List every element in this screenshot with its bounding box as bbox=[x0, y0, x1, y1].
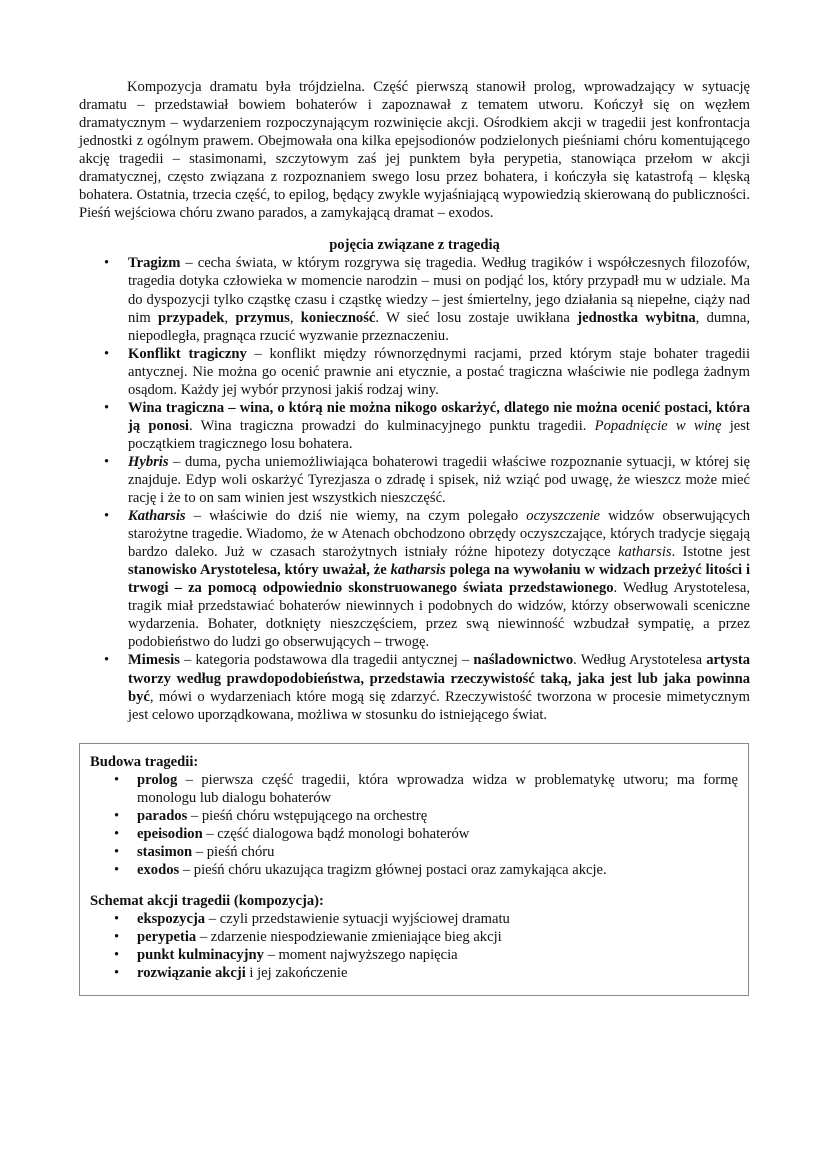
concept-item-tragizm bbox=[79, 254, 750, 344]
scheme-item-perypetia bbox=[86, 928, 738, 946]
scheme-item-rozwiazanie-akcji bbox=[86, 964, 738, 982]
structure-item-text bbox=[137, 844, 274, 860]
box-spacer bbox=[86, 879, 738, 892]
scheme-list bbox=[86, 910, 738, 982]
text-run: . Według Arystotelesa bbox=[573, 652, 707, 669]
structure-item-stasimon bbox=[86, 843, 738, 861]
concept-item-text bbox=[128, 652, 750, 722]
text-run: katharsis bbox=[618, 544, 672, 561]
concept-item-wina-tragiczna bbox=[79, 399, 750, 453]
intro-paragraph: Kompozycja dramatu była trójdzielna. Część pierwszą stanowił prolog, wprowadzający w sytuację dramatu – przedstawiał bowiem bohaterów i zapoznawał z tematem utworu. Kończył się on węzłem dramatycznym – wydarzeniem rozpoczynającym rozwinięcie akcji. Ośrodkiem akcji w tragedii jest konfrontacja jednostki z ogólnym prawem. Obejmowała ona kilka epejsodionów podzielonych pieśniami chóru komentującego akcję tragedii – stasimonami, szczytowym zaś jej punktem była perypetia, stanowiąca przełom w akcji dramatycznej, często związana z rozpoznaniem swego losu przez bohatera, i kończyła się katastrofą – klęską bohatera. Ostatnia, trzecia część, to epilog, będący zwykle wyjaśniającą wypowiedzią skierowaną do publiczności. Pieśń wejściowa chóru zwano parados, a zamykającą dramat – exodos. bbox=[79, 79, 750, 222]
concepts-list bbox=[79, 254, 750, 723]
text-run: polega na wywołaniu w widzach przeżyć litości i trwogi – za pomocą odpowiednio skonstruowanego świata przedstawionego bbox=[128, 562, 751, 597]
text-run: – właściwie do dziś nie wiemy, na czym polegało bbox=[185, 508, 527, 525]
bullet-icon: • bbox=[114, 771, 120, 788]
text-run: Katharsis bbox=[128, 508, 186, 525]
concept-item-katharsis bbox=[79, 507, 750, 651]
text-run: Mimesis bbox=[128, 652, 180, 669]
bullet-icon: • bbox=[104, 453, 110, 470]
box-structure-title: Budowa tragedii: bbox=[90, 753, 199, 770]
text-run: . Wina tragiczna prowadzi do kulminacyjnego punktu tragedii. bbox=[188, 417, 595, 434]
structure-list bbox=[86, 771, 738, 879]
text-run: konieczność bbox=[300, 309, 376, 326]
concept-item-konflikt-tragiczny bbox=[79, 345, 750, 399]
text-run: i jej zakończenie bbox=[245, 965, 348, 982]
concept-item-text bbox=[128, 454, 750, 506]
text-run: , bbox=[224, 309, 236, 326]
text-run: . W sieć losu zostaje uwikłana bbox=[375, 309, 578, 326]
text-run: ekspozycja bbox=[137, 911, 206, 928]
text-run: artysta tworzy według prawdopodobieństwa, przedstawia rzeczywistość taką, jaka jest lub jaka powinna być bbox=[128, 652, 751, 705]
text-run: – moment najwyższego napięcia bbox=[263, 947, 458, 964]
text-run: Konflikt tragiczny bbox=[128, 345, 247, 362]
bullet-icon: • bbox=[114, 929, 120, 946]
text-run: , mówi o wydarzeniach które mogą się zdarzyć. Rzeczywistość tworzona w procesie mimetycznym jest celowo uporządkowana, możliwa w stosunku do istniejącego świat. bbox=[128, 688, 750, 723]
box-scheme-title: Schemat akcji tragedii (kompozycja): bbox=[90, 892, 324, 909]
structure-item-epeisodion bbox=[86, 825, 738, 843]
concepts-heading: pojęcia związane z tragedią bbox=[329, 237, 500, 254]
text-run: przymus bbox=[235, 309, 290, 326]
text-run: Popadnięcie w winę bbox=[594, 417, 722, 434]
bullet-icon: • bbox=[114, 965, 120, 982]
bullet-icon: • bbox=[114, 825, 120, 842]
text-run: widzów obserwujących starożytne tragedie. Wiadomo, że w Atenach obchodzono obrzędy oczyszczające, których tradycje sięgają bardzo daleko. Już w czasach starożytnych istniały różne hipotezy dotyczące bbox=[128, 508, 750, 561]
text-run: – pierwsza część tragedii, która wprowadza widza w problematykę utworu; ma formę monologu lub dialogu bohaterów bbox=[137, 771, 738, 806]
text-run: – konflikt między równorzędnymi racjami, przed którym staje bohater tragedii antycznej. Nie można go ocenić prawnie ani etycznie, a postać tragiczna właściwie nie podlega żadnym osądom. Każdy jej wybór przynosi jakiś rodzaj winy. bbox=[128, 345, 750, 398]
bullet-icon: • bbox=[104, 508, 110, 525]
bullet-icon: • bbox=[104, 345, 110, 362]
bullet-icon: • bbox=[114, 861, 120, 878]
scheme-item-ekspozycja bbox=[86, 910, 738, 928]
text-run: Tragizm bbox=[128, 255, 181, 272]
scheme-item-text bbox=[137, 911, 510, 927]
text-run: – czyli przedstawienie sytuacji wyjściowej dramatu bbox=[205, 911, 510, 928]
text-run: naśladownictwo bbox=[473, 652, 574, 669]
structure-item-prolog bbox=[86, 771, 738, 807]
structure-item-parados bbox=[86, 807, 738, 825]
scheme-item-text bbox=[137, 965, 347, 981]
text-run: – duma, pycha uniemożliwiająca bohaterowi tragedii właściwe rozpoznanie sytuacji, w której się znajduje. Edyp woli oskarżyć Tyrezjasza o zdradę i spisek, niż wziąć pod uwagę, że wieszcz może mieć rację i że to on sam winien jest wszystkich nieszczęść. bbox=[128, 453, 750, 507]
text-run: stasimon bbox=[137, 843, 193, 860]
text-run: . Według Arystotelesa, tragik miał przedstawiać bohaterów niewinnych i podobnych do widzów, którzy obserwowali sceniczne wydarzenia. Bohater, dotknięty nieszczęściem, przez swą niewinność wzbudzał sympatię, a przez podobieństwo do ludzi go obserwujących – trwogę. bbox=[128, 580, 750, 651]
structure-item-exodos bbox=[86, 861, 738, 879]
text-run: stanowisko Arystotelesa, który uważał, że bbox=[128, 562, 391, 579]
scheme-item-text bbox=[137, 929, 502, 945]
concept-item-text bbox=[128, 508, 750, 650]
text-run: – pieśń chóru wstępującego na orchestrę bbox=[187, 807, 428, 824]
bullet-icon: • bbox=[114, 807, 120, 824]
concept-item-text bbox=[128, 346, 750, 398]
text-run: exodos bbox=[137, 861, 180, 878]
bullet-icon: • bbox=[114, 911, 120, 928]
text-run: punkt kulminacyjny bbox=[137, 947, 264, 964]
text-run: . Istotne jest bbox=[671, 544, 750, 561]
text-run: katharsis bbox=[390, 562, 446, 579]
text-run: – cecha świata, w którym rozgrywa się tragedia. Według tragików i współczesnych filozofów, tragedia dotyka człowieka w momencie narodzin – musi on podjąć los, który przypadł mu w udziale. Ma do dyspozycji tylko cząstkę czasu i cząstkę wiedzy – jest śmiertelny, jego działania są niepełne, ciąży nad nim bbox=[128, 255, 750, 326]
structure-item-text bbox=[137, 772, 738, 806]
text-run: epeisodion bbox=[137, 825, 203, 842]
text-run: prolog bbox=[137, 771, 178, 788]
text-run: perypetia bbox=[137, 929, 197, 946]
text-run: Hybris bbox=[128, 453, 169, 470]
bullet-icon: • bbox=[104, 399, 110, 416]
text-run: – kategoria podstawowa dla tragedii antycznej – bbox=[179, 652, 474, 669]
bullet-icon: • bbox=[114, 947, 120, 964]
text-run: przypadek bbox=[158, 309, 225, 326]
structure-item-text bbox=[137, 808, 427, 824]
text-run: – część dialogowa bądź monologi bohaterów bbox=[202, 825, 470, 842]
concept-item-text bbox=[128, 400, 750, 452]
text-run: , dumna, niepodległa, pragnąca rzucić wyzwanie przeznaczeniu. bbox=[128, 309, 750, 344]
text-run: – pieśń chóru ukazująca tragizm głównej postaci oraz zamykająca akcje. bbox=[179, 861, 607, 878]
bullet-icon: • bbox=[104, 652, 110, 669]
structure-item-text bbox=[137, 826, 469, 842]
concept-item-mimesis bbox=[79, 651, 750, 723]
scheme-item-text bbox=[137, 947, 458, 963]
concept-item-hybris bbox=[79, 453, 750, 507]
text-run: jednostka wybitna bbox=[577, 309, 696, 326]
text-run: jest początkiem tragicznego losu bohatera. bbox=[128, 417, 750, 452]
text-run: – pieśń chóru bbox=[192, 843, 275, 860]
scheme-item-punkt-kulminacyjny bbox=[86, 946, 738, 964]
text-run: parados bbox=[137, 807, 188, 824]
text-run: Wina tragiczna – wina, o którą nie można nikogo oskarżyć, dlatego nie można ocenić postaci, która ją ponosi bbox=[128, 399, 750, 434]
text-run: , bbox=[289, 309, 301, 326]
text-run: oczyszczenie bbox=[526, 508, 601, 525]
summary-box bbox=[79, 743, 749, 997]
structure-item-text bbox=[137, 862, 607, 878]
concept-item-text bbox=[128, 255, 750, 343]
bullet-icon: • bbox=[114, 843, 120, 860]
text-run: – zdarzenie niespodziewanie zmieniające bieg akcji bbox=[196, 929, 502, 946]
bullet-icon: • bbox=[104, 255, 110, 272]
text-run: rozwiązanie akcji bbox=[137, 965, 246, 982]
